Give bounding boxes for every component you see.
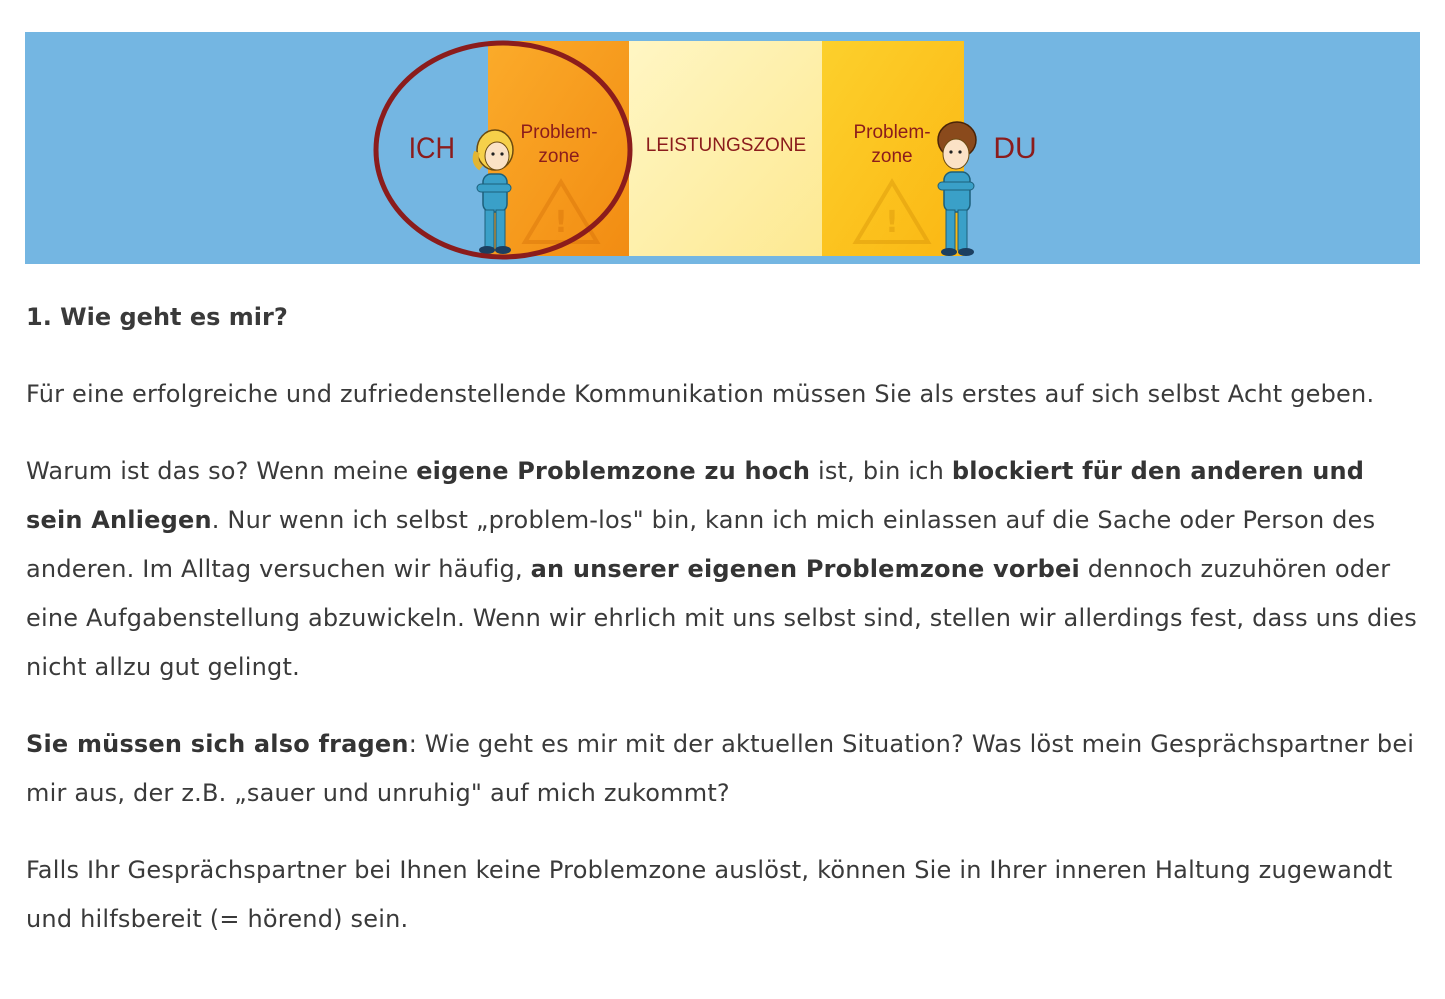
text-run: ist, bin ich — [810, 457, 952, 485]
svg-text:!: ! — [554, 205, 568, 240]
left-zone-label-line1: Problem- — [520, 122, 598, 143]
left-zone-label-line2: zone — [538, 146, 580, 167]
bold-run: eigene Problemzone zu hoch — [416, 457, 811, 485]
right-zone-label-line1: Problem- — [853, 122, 931, 143]
svg-text:!: ! — [885, 205, 899, 240]
paragraph-questions — [26, 720, 1421, 818]
zone-diagram — [25, 32, 1420, 264]
ich-label: ICH — [408, 131, 456, 166]
paragraph-intro: Für eine erfolgreiche und zufriedenstellende Kommunikation müssen Sie als erstes auf sich selbst Acht geben. — [26, 380, 1375, 408]
zone-diagram-banner — [25, 32, 1420, 264]
center-zone-label: LEISTUNGSZONE — [645, 135, 807, 156]
text-run: : Wie geht es mir mit der aktuellen Situation? Was löst mein Gesprächspartner bei mir aus, der z.B. „sauer und unruhig" auf mich zukommt? — [26, 730, 1415, 807]
bold-run: blockiert für den anderen und sein Anliegen — [26, 457, 1365, 534]
text-run: dennoch zuzuhören oder eine Aufgabenstellung abzuwickeln. Wenn wir ehrlich mit uns selbst sind, stellen wir allerdings fest, dass uns dies nicht allzu gut gelingt. — [26, 555, 1417, 681]
paragraph-why — [26, 447, 1421, 692]
du-label: DU — [993, 132, 1037, 165]
right-zone-label-line2: zone — [871, 146, 913, 167]
section-heading: 1. Wie geht es mir? — [26, 303, 288, 331]
bold-run: an unserer eigenen Problemzone vorbei — [530, 555, 1080, 583]
paragraph-conclusion: Falls Ihr Gesprächspartner bei Ihnen keine Problemzone auslöst, können Sie in Ihrer inneren Haltung zugewandt und hilfsbereit (= hörend) sein. — [26, 856, 1393, 933]
text-run: . Nur wenn ich selbst „problem-los" bin, kann ich mich einlassen auf die Sache oder Person des anderen. Im Alltag versuchen wir häufig, — [26, 506, 1376, 583]
text-run: Warum ist das so? Wenn meine — [26, 457, 417, 485]
bold-run: Sie müssen sich also fragen — [26, 730, 409, 758]
